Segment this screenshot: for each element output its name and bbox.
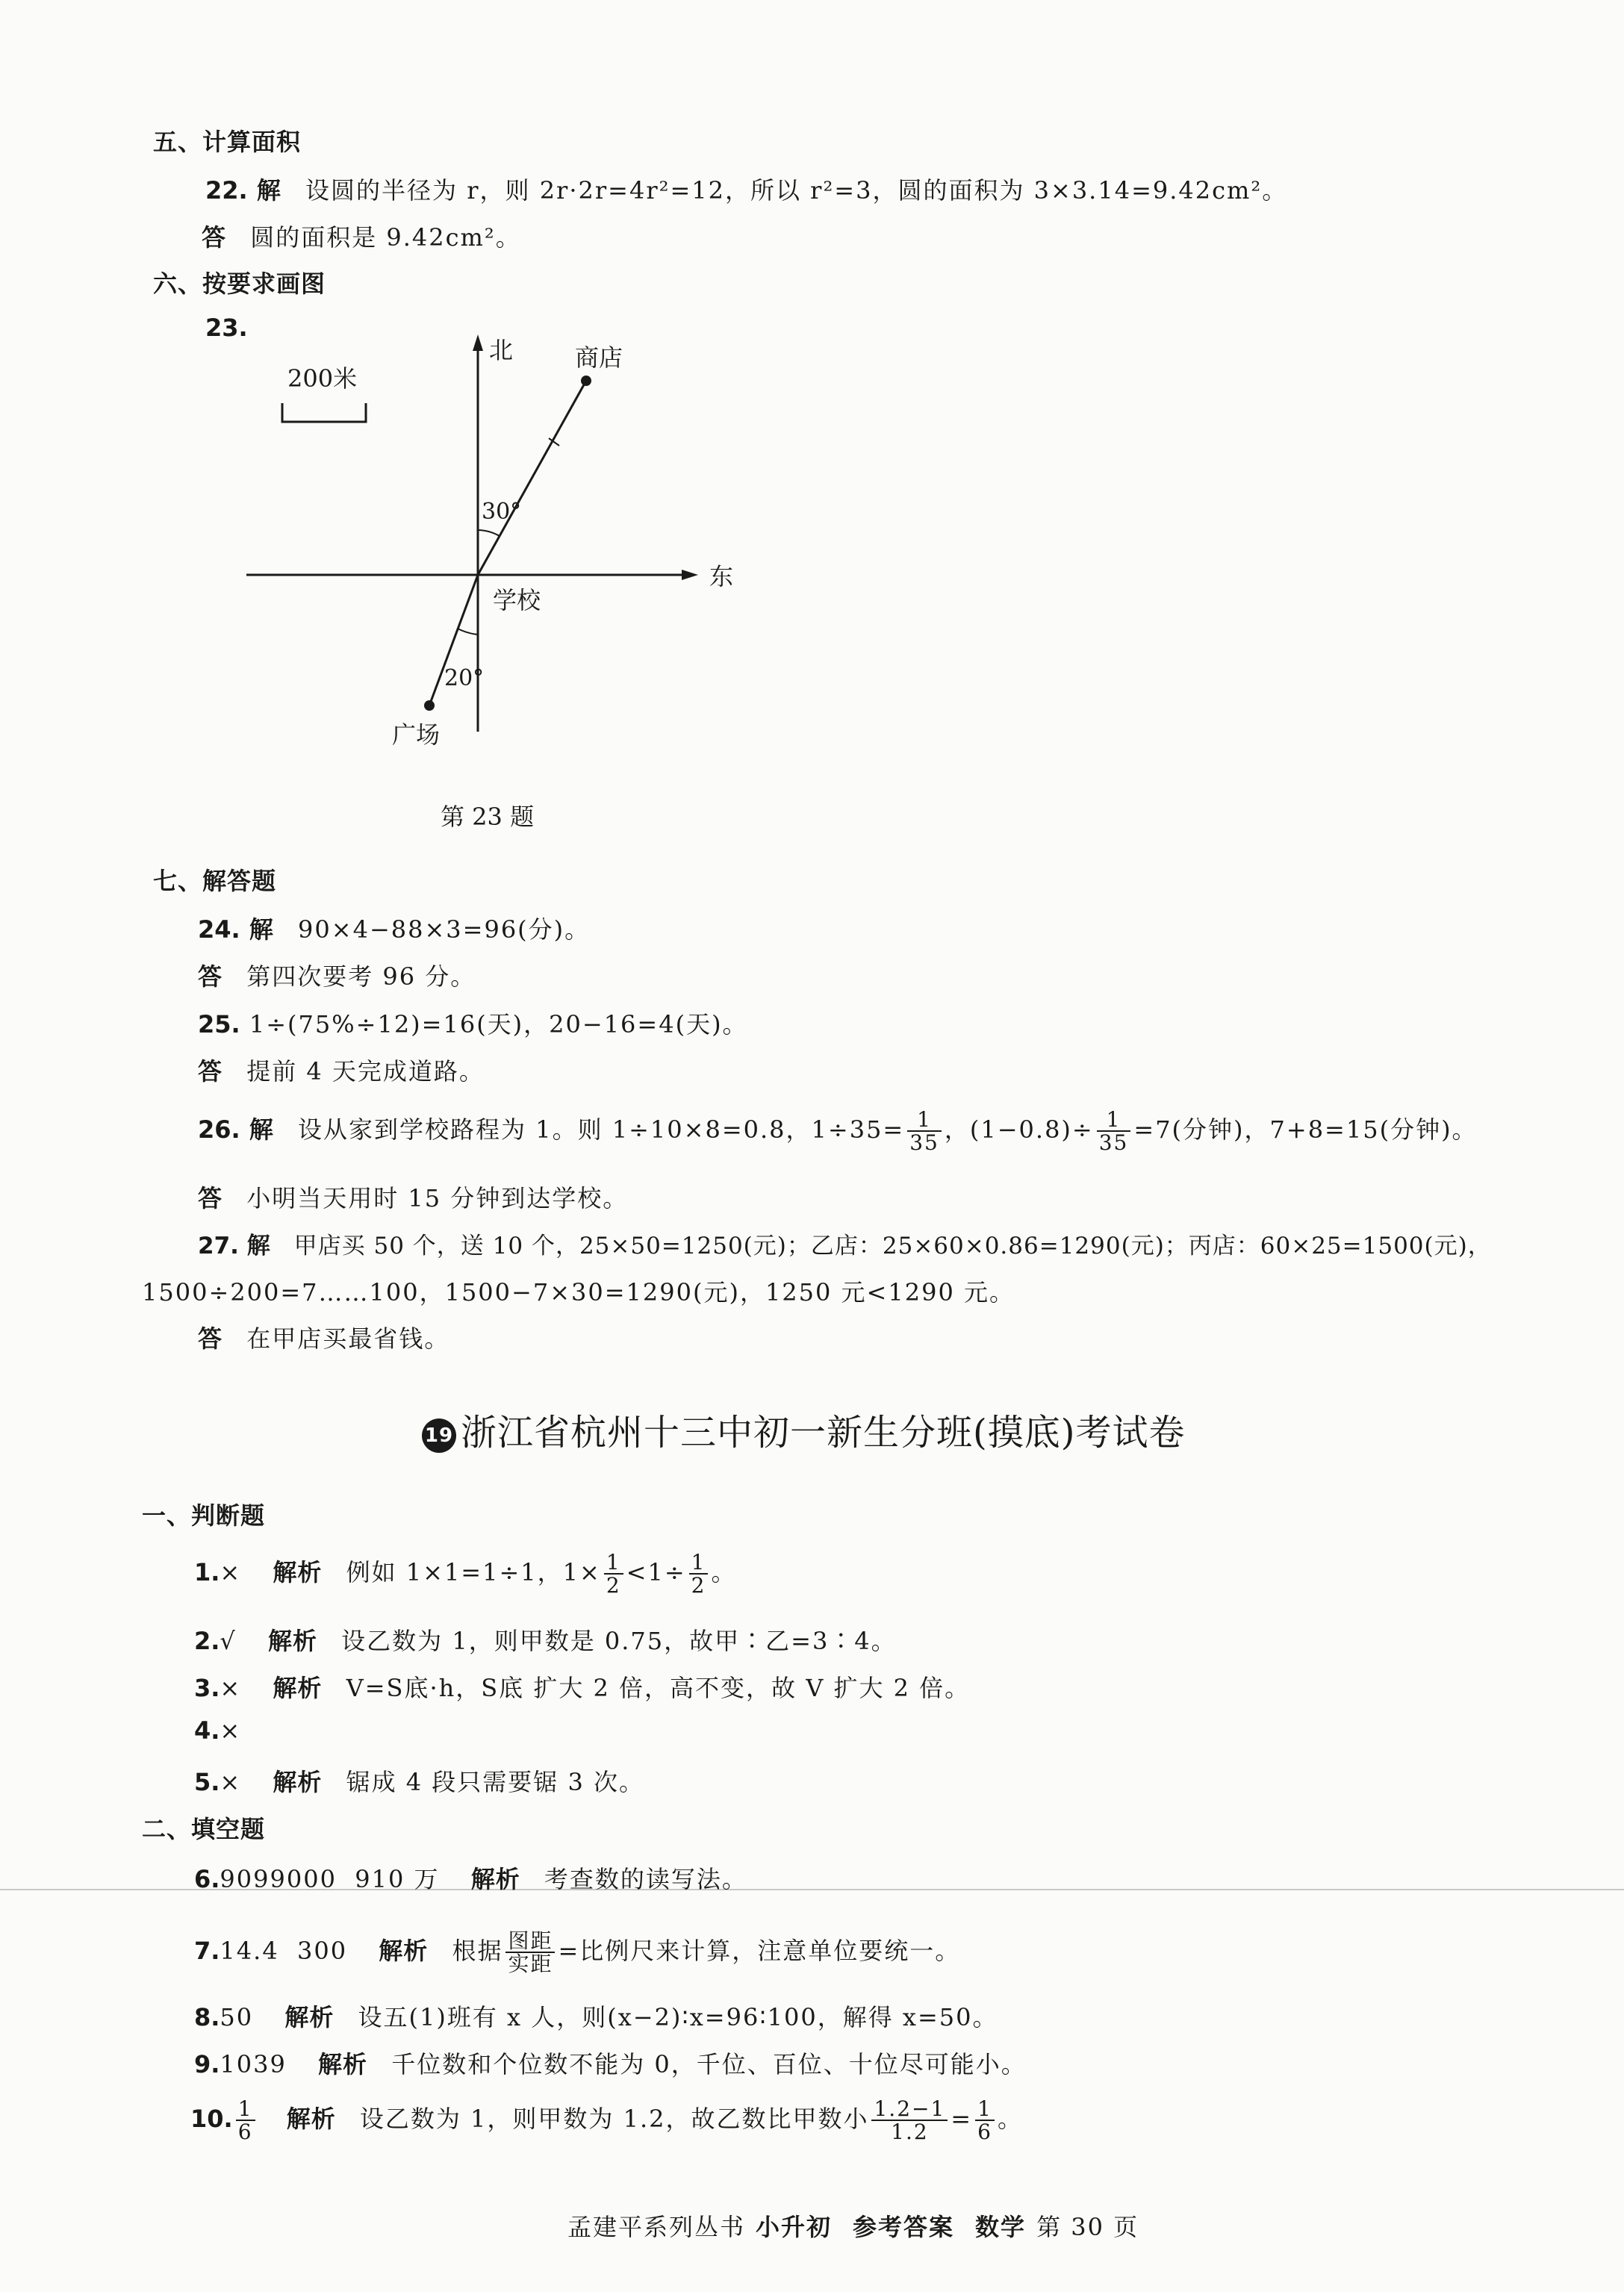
denominator: 2 — [691, 1573, 706, 1598]
question-number: 22. — [205, 176, 248, 205]
question-number: 24. — [198, 915, 240, 944]
fill-6 — [194, 1860, 747, 1895]
level-label: 小升初 — [756, 2213, 833, 2241]
question-27 — [198, 1227, 1492, 1260]
series-name: 孟建平系列丛书 — [567, 2213, 746, 2241]
answer-text: 第四次要考 96 分。 — [246, 962, 476, 991]
judge-1 — [194, 1551, 736, 1597]
item-number: 9. — [194, 2050, 220, 2078]
item-number: 6. — [194, 1865, 220, 1893]
analysis-text: 例如 1×1=1÷1，1× — [346, 1557, 601, 1586]
solution-text: 90×4−88×3=96(分)。 — [298, 915, 591, 944]
solution-text: =7(分钟)，7+8=15(分钟)。 — [1133, 1115, 1478, 1144]
analysis-text: 设五(1)班有 x 人，则(x−2)∶x=96∶100，解得 x=50。 — [358, 2003, 998, 2031]
answer-label: 答 — [198, 962, 223, 991]
denominator: 2 — [606, 1573, 621, 1598]
analysis-label: 解析 — [284, 2003, 335, 2031]
item-number: 5. — [194, 1768, 220, 1796]
judge-4 — [194, 1716, 241, 1745]
answer-27 — [198, 1320, 449, 1354]
answer-text: 提前 4 天完成道路。 — [246, 1057, 485, 1086]
analysis-label: 解析 — [273, 1674, 323, 1702]
answer-24 — [198, 958, 476, 992]
answer-22 — [202, 219, 521, 253]
question-number: 27. — [198, 1233, 239, 1259]
numerator: 1 — [975, 2098, 995, 2121]
north-arrow-icon — [473, 334, 483, 351]
east-arrow-icon — [682, 570, 698, 580]
item-number: 10. — [190, 2104, 233, 2133]
fraction — [975, 2098, 995, 2143]
solution-text: 1500÷200=7……100，1500−7×30=1290(元)，1250 元<1290 元。 — [142, 1278, 1015, 1307]
solution-label: 解 — [256, 176, 281, 205]
judge-mark: × — [220, 1768, 242, 1796]
fraction — [604, 1551, 623, 1597]
fraction — [689, 1551, 709, 1597]
answer-text: 圆的面积是 9.42cm²。 — [250, 223, 521, 252]
section-title-judge: 一、判断题 — [142, 1501, 266, 1530]
judge-5 — [194, 1763, 644, 1798]
analysis-label: 解析 — [379, 1936, 429, 1965]
judge-mark: × — [220, 1716, 242, 1745]
fill-answer-fraction — [236, 2098, 255, 2143]
page-footer — [567, 2208, 1139, 2243]
judge-mark: √ — [220, 1627, 237, 1655]
fill-9 — [194, 2046, 1027, 2080]
analysis-text: 根据 — [452, 1936, 503, 1965]
square-label: 广场 — [392, 720, 441, 749]
answer-label: 答 — [198, 1324, 223, 1353]
east-label: 东 — [709, 562, 734, 591]
angle-label-30: 30° — [482, 499, 522, 525]
solution-label: 解 — [249, 915, 274, 944]
judge-mark: × — [220, 1557, 242, 1586]
solution-label: 解 — [246, 1233, 271, 1259]
analysis-text: 千位数和个位数不能为 0，千位、百位、十位尽可能小。 — [391, 2050, 1027, 2078]
fill-answer: 9099000 910 万 — [220, 1865, 440, 1893]
numerator: 1 — [907, 1109, 942, 1132]
fill-answer: 50 — [220, 2003, 254, 2031]
analysis-text: 。 — [711, 1557, 737, 1586]
numerator: 1 — [604, 1551, 623, 1575]
fill-8 — [194, 1999, 998, 2033]
question-number: 25. — [198, 1010, 240, 1038]
angle-arc-30 — [478, 530, 500, 536]
angle-label-20: 20° — [444, 665, 485, 691]
denominator: 35 — [909, 1130, 939, 1156]
numerator: 图距 — [505, 1930, 555, 1953]
analysis-text: 锯成 4 段只需要锯 3 次。 — [346, 1768, 645, 1796]
fill-10 — [190, 2098, 1023, 2143]
answer-label: 答 — [202, 223, 227, 252]
fraction — [1097, 1109, 1131, 1154]
shop-ray — [478, 381, 586, 575]
section-title-fill: 二、填空题 — [142, 1815, 266, 1843]
subject-label: 数学 — [975, 2213, 1027, 2241]
analysis-label: 解析 — [286, 2104, 336, 2133]
item-number: 8. — [194, 2003, 220, 2031]
scale-bar — [282, 403, 366, 422]
analysis-label: 解析 — [273, 1768, 323, 1796]
analysis-text: 设乙数为 1，则甲数为 1.2，故乙数比甲数小 — [359, 2104, 869, 2133]
paper-title — [422, 1404, 1185, 1455]
answer-label: 答 — [198, 1057, 223, 1086]
solution-text: 甲店买 50 个，送 10 个，25×50=1250(元)；乙店：25×60×0.86=1290(元)；丙店：60×25=1500(元)， — [293, 1233, 1492, 1259]
denominator: 实距 — [508, 1952, 553, 1977]
question-25 — [198, 1006, 748, 1040]
judge-3 — [194, 1669, 970, 1704]
denominator: 6 — [977, 2120, 992, 2145]
analysis-text: =比例尺来计算，注意单位要统一。 — [558, 1936, 961, 1965]
denominator: 35 — [1098, 1130, 1129, 1156]
solution-text: 设圆的半径为 r，则 2r·2r=4r²=12，所以 r²=3，圆的面积为 3×3.14=9.42cm²。 — [305, 176, 1288, 205]
analysis-text: V=S底·h，S底 扩大 2 倍，高不变，故 V 扩大 2 倍。 — [346, 1674, 971, 1702]
scale-label: 200米 — [287, 364, 358, 393]
shop-point — [581, 376, 591, 386]
numerator: 1 — [689, 1551, 709, 1575]
numerator: 1.2−1 — [871, 2098, 948, 2121]
analysis-text: <1÷ — [626, 1557, 686, 1586]
question-number: 23. — [205, 314, 248, 342]
analysis-text: 。 — [997, 2104, 1023, 2133]
fill-answer: 1039 — [220, 2050, 287, 2078]
square-point — [424, 700, 435, 711]
analysis-label: 解析 — [267, 1627, 317, 1655]
answer-25 — [198, 1053, 485, 1087]
item-number: 2. — [194, 1627, 220, 1655]
analysis-text: = — [951, 2104, 973, 2133]
solution-text: 1÷(75%÷12)=16(天)，20−16=4(天)。 — [249, 1010, 748, 1038]
paper-title-text: 浙江省杭州十三中初一新生分班(摸底)考试卷 — [461, 1412, 1186, 1454]
direction-diagram — [224, 328, 791, 866]
solution-label: 解 — [249, 1115, 274, 1144]
shop-label: 商店 — [575, 343, 623, 372]
question-number: 26. — [198, 1115, 240, 1144]
angle-arc-20 — [458, 629, 478, 635]
fraction — [505, 1930, 555, 1975]
question-26 — [198, 1109, 1478, 1154]
answer-text: 小明当天用时 15 分钟到达学校。 — [246, 1184, 629, 1212]
answer-text: 在甲店买最省钱。 — [246, 1324, 450, 1353]
fill-answer: 14.4 300 — [220, 1936, 348, 1965]
numerator: 1 — [236, 2098, 255, 2121]
paper-number-badge: 19 — [422, 1419, 456, 1453]
answer-label: 答 — [198, 1184, 223, 1212]
judge-2 — [194, 1622, 897, 1657]
denominator: 6 — [237, 2120, 253, 2145]
figure-caption: 第 23 题 — [441, 803, 535, 831]
north-label: 北 — [489, 336, 514, 364]
fraction — [871, 2098, 948, 2143]
section-title-5: 五、计算面积 — [153, 128, 302, 156]
analysis-label: 解析 — [318, 2050, 368, 2078]
section-title-6: 六、按要求画图 — [153, 270, 326, 298]
item-number: 4. — [194, 1716, 220, 1745]
item-number: 1. — [194, 1557, 220, 1586]
item-number: 3. — [194, 1674, 220, 1702]
analysis-label: 解析 — [273, 1557, 323, 1586]
item-number: 7. — [194, 1936, 220, 1965]
page-number: 第 30 页 — [1036, 2213, 1139, 2241]
answer-26 — [198, 1180, 628, 1214]
denominator: 1.2 — [891, 2120, 929, 2145]
section-title-7: 七、解答题 — [153, 867, 277, 895]
judge-mark: × — [220, 1674, 242, 1702]
question-24 — [198, 911, 590, 945]
fraction — [907, 1109, 942, 1154]
question-27-cont — [142, 1274, 1015, 1308]
analysis-text: 考查数的读写法。 — [544, 1865, 747, 1893]
fill-7 — [194, 1930, 960, 1975]
reference-label: 参考答案 — [853, 2213, 955, 2241]
solution-text: ，(1−0.8)÷ — [944, 1115, 1094, 1144]
numerator: 1 — [1097, 1109, 1131, 1132]
analysis-text: 设乙数为 1，则甲数是 0.75，故甲∶乙=3∶4。 — [341, 1627, 897, 1655]
question-22 — [205, 172, 1287, 206]
school-label: 学校 — [493, 586, 541, 614]
analysis-label: 解析 — [470, 1865, 520, 1893]
solution-text: 设从家到学校路程为 1。则 1÷10×8=0.8，1÷35= — [298, 1115, 905, 1144]
